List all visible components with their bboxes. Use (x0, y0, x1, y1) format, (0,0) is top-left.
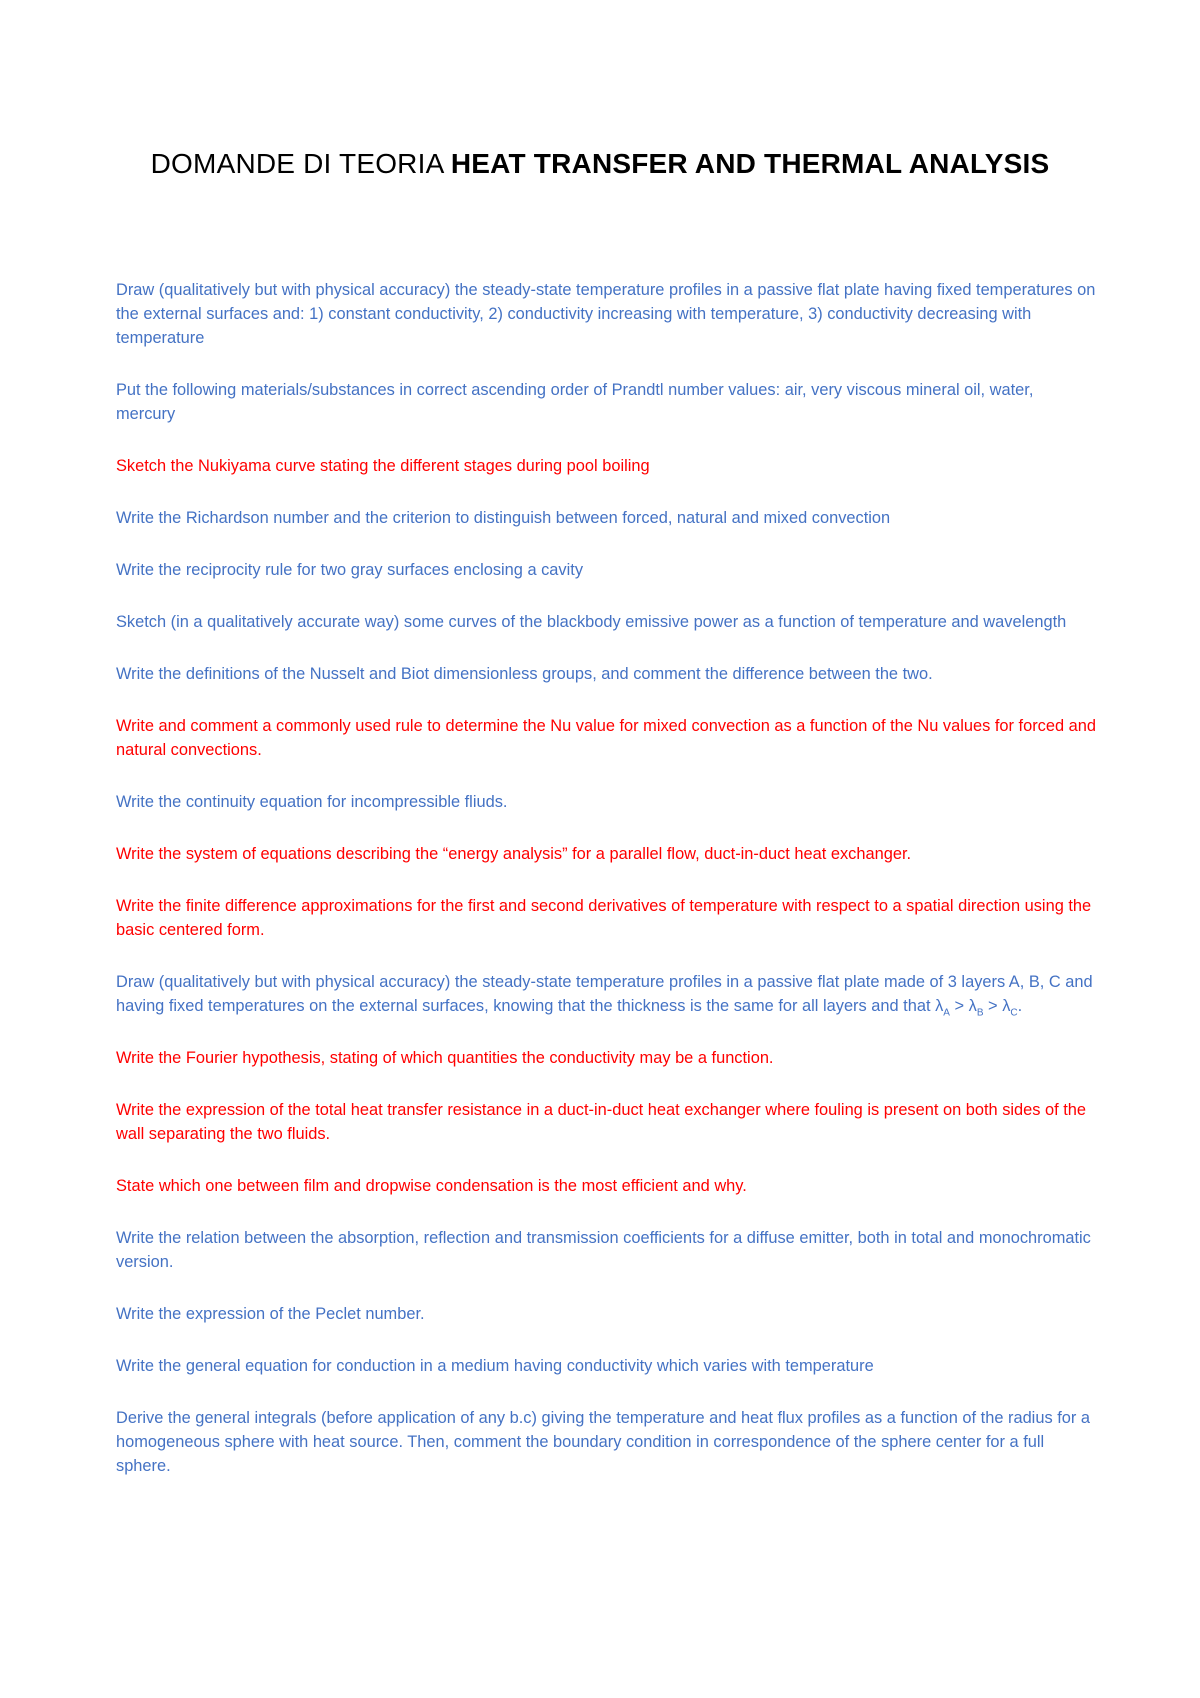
title-regular: DOMANDE DI TEORIA (150, 148, 451, 179)
question-text: Write the continuity equation for incompressible fliuds. (116, 793, 508, 811)
question-item (116, 278, 1096, 350)
question-item (116, 1354, 1096, 1378)
question-item (116, 842, 1096, 866)
relation-operator: > (983, 997, 1003, 1015)
question-item (116, 1406, 1096, 1478)
question-item (116, 378, 1096, 426)
lambda-subscript: A (943, 1007, 950, 1019)
question-item (116, 714, 1096, 762)
question-item (116, 1226, 1096, 1274)
page-title (0, 148, 1200, 180)
question-text: Write the Fourier hypothesis, stating of which quantities the conductivity may be a function. (116, 1049, 774, 1067)
lambda-subscript: B (976, 1007, 984, 1019)
question-text: Draw (qualitatively but with physical accuracy) the steady-state temperature profiles in a passive flat plate having fixed temperatures on the external surfaces and: 1) constant conductivity, 2) conductivity increasing with temperature, 3) conductivity decreasing with temperature (116, 281, 1096, 347)
question-text: Write the finite difference approximations for the first and second derivatives of temperature with respect to a spatial direction using the basic centered form. (116, 897, 1092, 939)
question-text: Sketch (in a qualitatively accurate way) some curves of the blackbody emissive power as a function of temperature and wavelength (116, 613, 1067, 631)
question-text: Write the relation between the absorption, reflection and transmission coefficients for a diffuse emitter, both in total and monochromatic version. (116, 1229, 1091, 1271)
question-text: Write and comment a commonly used rule to determine the Nu value for mixed convection as a function of the Nu values for forced and natural convections. (116, 717, 1096, 759)
question-item (116, 894, 1096, 942)
question-text: State which one between film and dropwise condensation is the most efficient and why. (116, 1177, 747, 1195)
question-item (116, 1174, 1096, 1198)
question-text: Put the following materials/substances in correct ascending order of Prandtl number values: air, very viscous mineral oil, water, mercury (116, 381, 1034, 423)
lambda-symbol: λ (968, 997, 977, 1015)
question-text: Write the Richardson number and the criterion to distinguish between forced, natural and mixed convection (116, 509, 891, 527)
question-text: Write the definitions of the Nusselt and Biot dimensionless groups, and comment the difference between the two. (116, 665, 933, 683)
question-text: Write the reciprocity rule for two gray surfaces enclosing a cavity (116, 561, 584, 579)
question-text: Derive the general integrals (before application of any b.c) giving the temperature and heat flux profiles as a function of the radius for a homogeneous sphere with heat source. Then, comment the boundary condition in correspondence of the sphere center for a full sphere. (116, 1409, 1090, 1475)
lambda-relation (935, 997, 1023, 1019)
lambda-symbol: λ (1002, 997, 1011, 1015)
question-item (116, 506, 1096, 530)
question-text: Write the expression of the total heat transfer resistance in a duct-in-duct heat exchanger where fouling is present on both sides of the wall separating the two fluids. (116, 1101, 1087, 1143)
question-item (116, 454, 1096, 478)
question-item (116, 558, 1096, 582)
relation-operator: > (949, 997, 969, 1015)
question-item (116, 662, 1096, 686)
lambda-subscript: C (1010, 1007, 1018, 1019)
question-text: Write the system of equations describing the “energy analysis” for a parallel flow, duct-in-duct heat exchanger. (116, 845, 912, 863)
question-text: Draw (qualitatively but with physical accuracy) the steady-state temperature profiles in a passive flat plate made of 3 layers A, B, C and having fixed temperatures on the external surfaces, knowing that the thickness is the same for all layers and that (116, 973, 1093, 1015)
question-text: Write the general equation for conduction in a medium having conductivity which varies with temperature (116, 1357, 874, 1375)
question-list (116, 278, 1096, 1506)
question-item (116, 1302, 1096, 1326)
question-item (116, 1046, 1096, 1070)
question-text: Sketch the Nukiyama curve stating the different stages during pool boiling (116, 457, 650, 475)
relation-end: . (1017, 997, 1023, 1015)
question-item (116, 970, 1096, 1018)
lambda-symbol: λ (935, 997, 944, 1015)
question-item (116, 790, 1096, 814)
question-item (116, 1098, 1096, 1146)
question-item (116, 610, 1096, 634)
title-bold: HEAT TRANSFER AND THERMAL ANALYSIS (450, 148, 1050, 179)
question-text: Write the expression of the Peclet number. (116, 1305, 425, 1323)
